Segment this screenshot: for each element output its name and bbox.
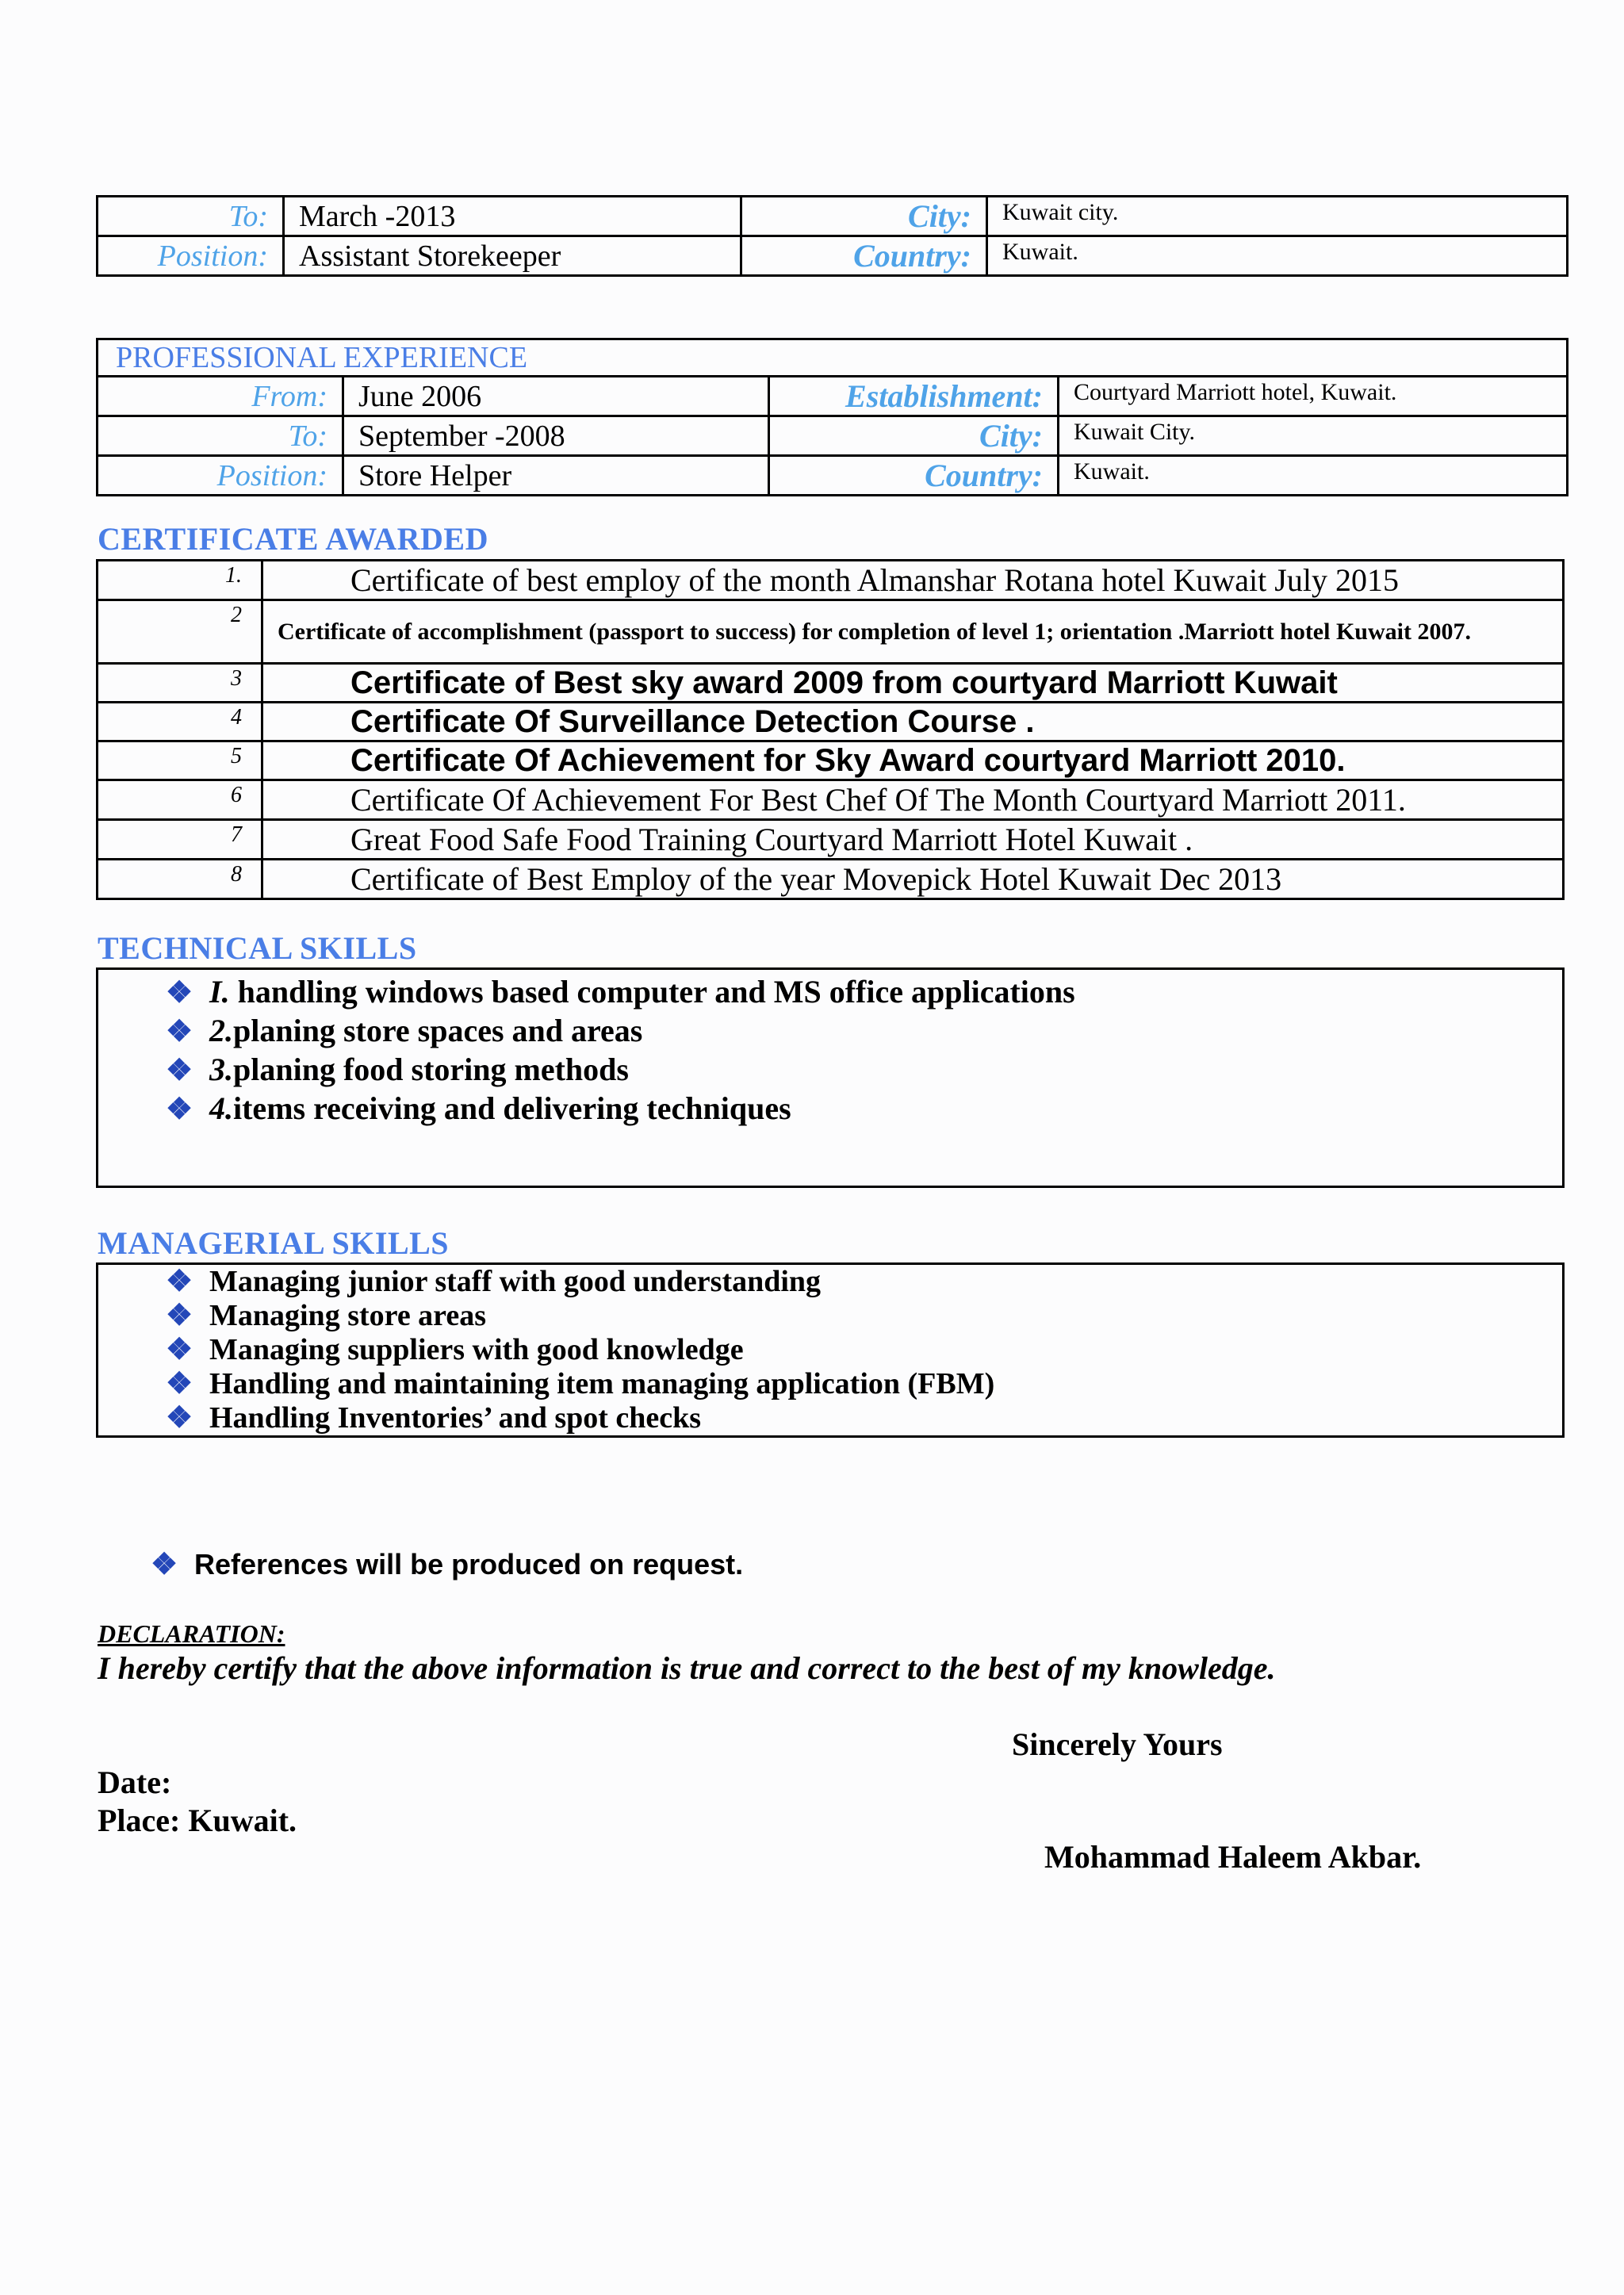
managerial-skill-item: ❖ Handling Inventories’ and spot checks [166, 1401, 702, 1435]
experience-heading: PROFESSIONAL EXPERIENCE [98, 339, 1568, 377]
cert-num: 8 [98, 860, 262, 899]
cert-text: Certificate of Best sky award 2009 from courtyard Marriott Kuwait [262, 664, 1564, 703]
references-note: ❖ References will be produced on request. [151, 1548, 744, 1581]
certificates-heading: CERTIFICATE AWARDED [98, 521, 488, 557]
technical-skill-item: ❖ 4.items receiving and delivering techniques [166, 1090, 1075, 1128]
managerial-skill-item: ❖ Managing junior staff with good understanding [166, 1265, 822, 1298]
diamond-bullet-icon: ❖ [166, 1265, 193, 1298]
cert-text: Certificate Of Achievement for Sky Award courtyard Marriott 2010. [262, 741, 1564, 780]
technical-skill-item: ❖ 2.planing store spaces and areas [166, 1012, 1075, 1051]
cert-num: 1. [98, 561, 262, 600]
country-label: Country: [741, 236, 987, 276]
cert-text: Certificate of Best Employ of the year Movepick Hotel Kuwait Dec 2013 [262, 860, 1564, 899]
experience-table [96, 338, 1568, 496]
managerial-skills-box [96, 1262, 1565, 1438]
exp-country-label: Country: [769, 456, 1059, 496]
managerial-skill-item: ❖ Managing store areas [166, 1299, 487, 1332]
technical-heading: TECHNICAL SKILLS [98, 930, 417, 966]
managerial-heading: MANAGERIAL SKILLS [98, 1225, 450, 1261]
cert-num: 5 [98, 741, 262, 780]
city-label: City: [741, 197, 987, 236]
to-label: To: [98, 197, 284, 236]
exp-country-value: Kuwait. [1059, 456, 1568, 496]
exp-position-label: Position: [98, 456, 343, 496]
cert-num: 4 [98, 703, 262, 741]
declaration-text: I hereby certify that the above information is true and correct to the best of my knowledge. [98, 1650, 1276, 1686]
signatory-name: Mohammad Haleem Akbar. [1044, 1839, 1422, 1875]
position-value: Assistant Storekeeper [284, 236, 741, 276]
cert-num: 6 [98, 780, 262, 820]
diamond-bullet-icon: ❖ [166, 1333, 193, 1366]
from-value: June 2006 [343, 377, 769, 416]
diamond-bullet-icon: ❖ [166, 1015, 193, 1048]
exp-city-value: Kuwait City. [1059, 416, 1568, 456]
diamond-bullet-icon: ❖ [166, 1299, 193, 1332]
establishment-value: Courtyard Marriott hotel, Kuwait. [1059, 377, 1568, 416]
exp-to-label: To: [98, 416, 343, 456]
cert-text: Great Food Safe Food Training Courtyard Marriott Hotel Kuwait . [262, 820, 1564, 860]
cert-num: 3 [98, 664, 262, 703]
technical-skills-box [96, 967, 1565, 1188]
position-label: Position: [98, 236, 284, 276]
diamond-bullet-icon: ❖ [166, 1367, 193, 1400]
job-table [96, 195, 1568, 277]
date-label: Date: [98, 1764, 172, 1800]
cert-text: Certificate of best employ of the month Almanshar Rotana hotel Kuwait July 2015 [262, 561, 1564, 600]
diamond-bullet-icon: ❖ [166, 1054, 193, 1087]
cert-text: Certificate Of Achievement For Best Chef Of The Month Courtyard Marriott 2011. [262, 780, 1564, 820]
to-value: March -2013 [284, 197, 741, 236]
managerial-skill-item: ❖ Handling and maintaining item managing application (FBM) [166, 1367, 995, 1400]
establishment-label: Establishment: [769, 377, 1059, 416]
diamond-bullet-icon: ❖ [166, 1093, 193, 1126]
technical-skill-item: ❖ I. handling windows based computer and MS office applications [166, 973, 1075, 1012]
exp-to-value: September -2008 [343, 416, 769, 456]
cert-num: 2 [98, 600, 262, 664]
from-label: From: [98, 377, 343, 416]
cert-text: Certificate of accomplishment (passport to success) for completion of level 1; orientation .Marriott hotel Kuwait 2007. [262, 600, 1564, 664]
cert-text: Certificate Of Surveillance Detection Course . [262, 703, 1564, 741]
country-value: Kuwait. [987, 236, 1568, 276]
place-text: Place: Kuwait. [98, 1803, 297, 1838]
sincerely-text: Sincerely Yours [1012, 1726, 1223, 1762]
declaration-heading: DECLARATION: [98, 1619, 285, 1648]
diamond-bullet-icon: ❖ [166, 1401, 193, 1435]
technical-skill-item: ❖ 3.planing food storing methods [166, 1051, 1075, 1090]
certificates-table [96, 559, 1565, 900]
diamond-bullet-icon: ❖ [166, 976, 193, 1010]
managerial-skill-item: ❖ Managing suppliers with good knowledge [166, 1333, 744, 1366]
cert-num: 7 [98, 820, 262, 860]
exp-position-value: Store Helper [343, 456, 769, 496]
city-value: Kuwait city. [987, 197, 1568, 236]
exp-city-label: City: [769, 416, 1059, 456]
diamond-bullet-icon: ❖ [151, 1548, 178, 1581]
